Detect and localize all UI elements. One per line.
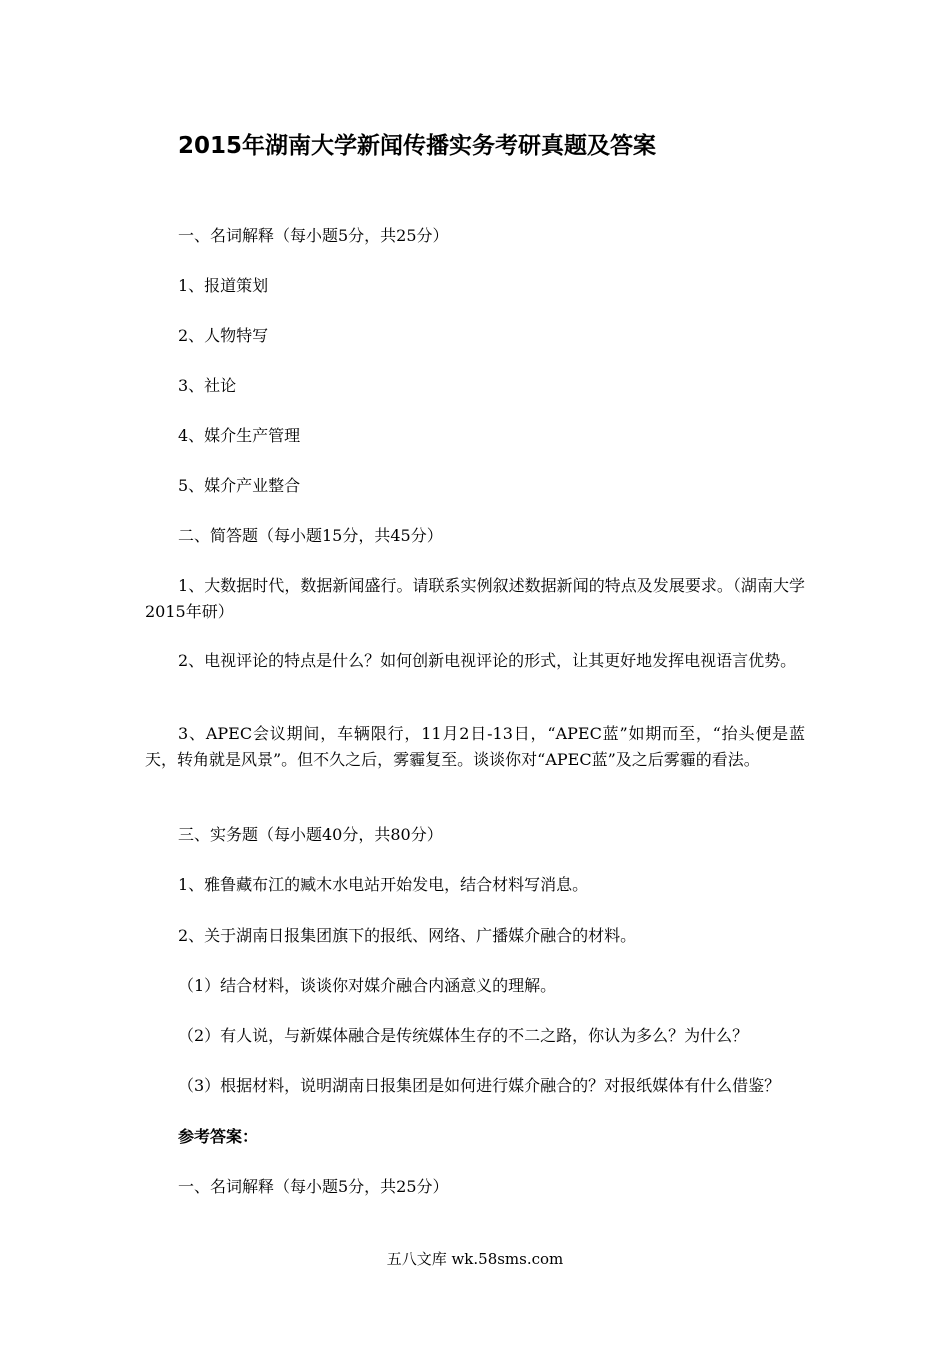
section3-heading: 三、实务题（每小题40分，共80分） — [178, 825, 443, 844]
section2-heading: 二、简答题（每小题15分，共45分） — [178, 526, 443, 545]
section2-item: 2、电视评论的特点是什么？如何创新电视评论的形式，让其更好地发挥电视语言优势。 — [178, 651, 797, 670]
section3-subitem: （1）结合材料，谈谈你对媒介融合内涵意义的理解。 — [178, 976, 557, 995]
section1-item: 3、社论 — [178, 376, 237, 395]
section1-item: 5、媒介产业整合 — [178, 476, 301, 495]
section3-subitem: （3）根据材料，说明湖南日报集团是如何进行媒介融合的？对报纸媒体有什么借鉴？ — [178, 1076, 781, 1095]
document-title: 2015年湖南大学新闻传播实务考研真题及答案 — [178, 133, 657, 159]
section2-item: 3、APEC会议期间，车辆限行，11月2日-13日，“APEC蓝”如期而至，“抬头便是蓝天，转角就是风景”。但不久之后，雾霾复至。谈谈你对“APEC蓝”及之后雾霾的看法。 — [145, 724, 805, 769]
page-footer: 五八文库 wk.58sms.com — [386, 1250, 564, 1268]
section2-item: 1、大数据时代，数据新闻盛行。请联系实例叙述数据新闻的特点及发展要求。（湖南大学2015年研） — [145, 576, 805, 621]
section3-subitem: （2）有人说，与新媒体融合是传统媒体生存的不二之路，你认为多么？为什么？ — [178, 1026, 749, 1045]
section3-item: 2、关于湖南日报集团旗下的报纸、网络、广播媒介融合的材料。 — [178, 926, 637, 945]
answers-heading: 参考答案： — [178, 1127, 259, 1146]
section1-item: 4、媒介生产管理 — [178, 426, 301, 445]
section1-item: 2、人物特写 — [178, 326, 269, 345]
section1-heading: 一、名词解释（每小题5分，共25分） — [178, 226, 449, 245]
section3-item: 1、雅鲁藏布江的臧木水电站开始发电，结合材料写消息。 — [178, 875, 589, 894]
answers-section1-heading: 一、名词解释（每小题5分，共25分） — [178, 1177, 449, 1196]
section1-item: 1、报道策划 — [178, 276, 269, 295]
